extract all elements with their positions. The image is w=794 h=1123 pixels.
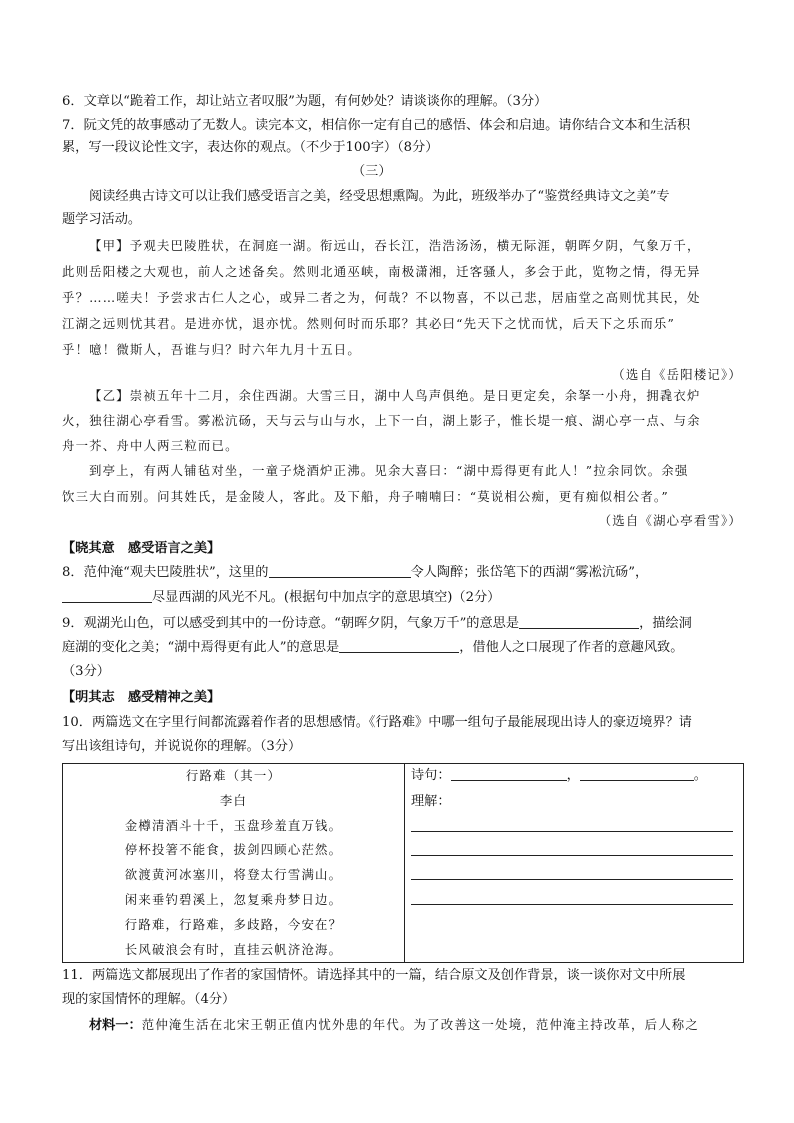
passage-yi-line: 火，独往湖心亭看雪。雾凇沆砀，天与云与山与水，上下一白，湖上影子，惟长堤一痕、湖心亭一点、与余: [62, 413, 701, 428]
question-8-text-b: 令人陶醉；张岱笔下的西湖“雾凇沆砀”，: [410, 565, 649, 580]
passage-jia-line: 【甲】予观夫巴陵胜状，在洞庭一湖。衔远山，吞长江，浩浩汤汤，横无际涯，朝晖夕阴，气象万千，: [89, 238, 701, 253]
passage-yi-line: 饮三大白而别。问其姓氏，是金陵人，客此。及下船，舟子喃喃曰：“莫说相公痴，更有痴似相公者。”: [62, 489, 669, 504]
answer-line[interactable]: [411, 831, 733, 832]
section-title: （三）: [352, 164, 392, 179]
verse-comma: ，: [566, 768, 580, 783]
poem-line: 金樽清酒斗十千，玉盘珍羞直万钱。: [124, 817, 343, 833]
question-6: 6．文章以“跪着工作，却让站立者叹服”为题，有何妙处？请谈谈你的理解。（3分）: [62, 94, 548, 109]
question-10-line-1: 10．两篇选文在字里行间都流露着作者的思想感情。《行路难》中哪一组句子最能展现出诗人的豪迈境界？请: [62, 715, 692, 730]
answer-line[interactable]: [411, 855, 733, 856]
intro-line-1: 阅读经典古诗文可以让我们感受语言之美，经受思想熏陶。为此，班级举办了“鉴赏经典诗文之美”专: [89, 189, 670, 204]
passage-jia-line: 乎！噫！微斯人，吾谁与归？时六年九月十五日。: [62, 342, 361, 357]
part-1-title: 【晓其意 感受语言之美】: [62, 541, 221, 556]
verse-blank-1[interactable]: [451, 767, 567, 781]
question-8-line-2: [62, 588, 500, 608]
poem-line: 行路难，行路难，多歧路，今安在？: [124, 916, 343, 932]
passage-jia-line: 此则岳阳楼之大观也，前人之述备矣。然则北通巫峡，南极潇湘，迁客骚人，多会于此，览物之情，得无异: [62, 264, 701, 279]
material-text: 范仲淹生活在北宋王朝正值内忧外患的年代。为了改善这一处境，范仲淹主持改革，后人称之: [141, 1017, 699, 1032]
verse-label: 诗句：: [411, 768, 451, 783]
answer-cell: [405, 764, 744, 963]
passage-yi-line: 【乙】崇祯五年十二月，余住西湖。大雪三日，湖中人鸟声俱绝。是日更定矣，余拏一小舟，拥毳衣炉: [89, 388, 701, 403]
question-7-line-2: 累，写一段议论性文字，表达你的观点。（不少于100字）（8分）: [62, 140, 439, 155]
answer-line[interactable]: [411, 879, 733, 880]
passage-yi-line: 到亭上，有两人铺毡对坐，一童子烧酒炉正沸。见余大喜曰：“湖中焉得更有此人！”拉余同饮。余强: [89, 463, 689, 478]
passage-jia-source: （选自《岳阳楼记》）: [612, 367, 742, 382]
poem-line: 长风破浪会有时，直挂云帆济沧海。: [124, 941, 343, 957]
answer-blank-9a[interactable]: [519, 615, 639, 629]
passage-yi-line: 舟一芥、舟中人两三粒而已。: [62, 438, 239, 453]
poem-answer-table: [62, 763, 744, 963]
answer-line[interactable]: [411, 904, 733, 905]
material-label: 材料一：: [89, 1018, 142, 1033]
passage-yi-source: （选自《湖心亭看雪》）: [598, 513, 742, 528]
question-11-line-1: 11．两篇选文都展现出了作者的家国情怀。请选择其中的一篇，结合原文及创作背景，谈一谈你对文中所展: [62, 968, 686, 983]
question-9-score: （3分）: [62, 664, 110, 679]
verse-blank-2[interactable]: [580, 767, 694, 781]
poem-author: 李白: [219, 792, 248, 808]
passage-jia-line: 江湖之远则忧其君。是进亦忧，退亦忧。然则何时而乐耶？其必曰“先天下之忧而忧，后天下之乐而乐”: [62, 316, 676, 331]
answer-blank-8b[interactable]: [62, 589, 152, 603]
question-9-line-1: [62, 614, 692, 634]
verse-answer-row: [411, 766, 707, 786]
answer-blank-9b[interactable]: [339, 639, 459, 653]
poem-title: 行路难（其一）: [185, 768, 282, 783]
poem-line: 闲来垂钓碧溪上，忽复乘舟梦日边。: [124, 891, 343, 907]
question-8-text-a: 8．范仲淹“观夫巴陵胜状”，这里的: [62, 565, 269, 580]
question-9-text-a: 9．观湖光山色，可以感受到其中的一份诗意。“朝晖夕阴，气象万千”的意思是: [62, 616, 520, 631]
question-11-line-2: 现的家国情怀的理解。（4分）: [62, 992, 236, 1007]
question-10-line-2: 写出该组诗句，并说说你的理解。（3分）: [62, 739, 302, 754]
question-8-line-1: [62, 563, 648, 583]
part-2-title: 【明其志 感受精神之美】: [62, 690, 221, 705]
material-one: [89, 1015, 699, 1036]
question-9-line-2: [62, 638, 683, 658]
poem-line: 停杯投箸不能食，拔剑四顾心茫然。: [124, 842, 343, 858]
poem-line: 欲渡黄河冰塞川，将登太行雪满山。: [124, 867, 343, 883]
question-7-line-1: 7．阮文凭的故事感动了无数人。读完本文，相信你一定有自己的感悟、体会和启迪。请你结合文本和生活积: [62, 118, 691, 133]
answer-blank-8a[interactable]: [269, 564, 411, 578]
question-9-text-c: 庭湖的变化之美；“湖中焉得更有此人”的意思是: [62, 640, 340, 655]
question-8-text-c: 尽显西湖的风光不凡。(根据句中加点字的意思填空)（2分）: [152, 590, 501, 605]
question-9-text-d: ，借他人之口展现了作者的意趣风致。: [459, 640, 684, 655]
passage-jia-line: 乎？……嗟夫！予尝求古仁人之心，或异二者之为，何哉？不以物喜，不以己悲，居庙堂之高则忧其民，处: [62, 290, 701, 305]
poem-cell: [63, 764, 405, 963]
understanding-label: 理解：: [411, 794, 451, 809]
verse-period: 。: [693, 768, 707, 783]
intro-line-2: 题学习活动。: [62, 212, 142, 227]
question-9-text-b: ，描绘洞: [639, 616, 692, 631]
